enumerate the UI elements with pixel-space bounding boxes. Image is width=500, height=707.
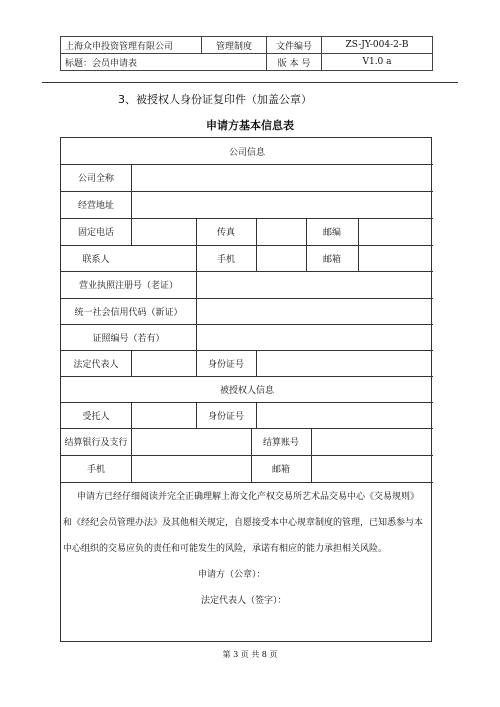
label-trustee-email: 邮箱	[271, 465, 290, 475]
label-trustee-id: 身份证号	[207, 412, 244, 422]
header-category: 管理制度	[202, 37, 267, 54]
label-cert-no: 证照编号（若有）	[92, 334, 165, 344]
label-credit-code: 统一社会信用代码（新证）	[74, 308, 183, 318]
label-email: 邮箱	[322, 255, 341, 265]
label-account: 结算账号	[262, 438, 299, 448]
label-trustee: 受托人	[82, 412, 110, 422]
row-divider	[61, 455, 433, 456]
authorized-info-heading: 被授权人信息	[219, 386, 274, 396]
col-divider	[311, 428, 312, 482]
row-divider	[61, 350, 433, 351]
declaration-line: 申请方已经仔细阅读并完全正确理解上海文化产权交易所艺术品交易中心《交易规则》	[77, 492, 420, 502]
label-fax: 传真	[216, 228, 235, 238]
col-divider	[131, 350, 132, 376]
label-mobile: 手机	[216, 255, 235, 265]
label-company-name: 公司全称	[77, 174, 114, 184]
applicant-info-form	[60, 137, 432, 642]
row-divider	[61, 376, 433, 377]
label-postcode: 邮编	[322, 228, 341, 238]
row-divider	[61, 245, 433, 246]
col-divider	[256, 350, 257, 376]
col-divider	[131, 402, 132, 428]
row-divider	[61, 428, 433, 429]
row-divider	[61, 191, 433, 192]
row-divider	[61, 218, 433, 219]
col-divider	[358, 218, 359, 272]
row-divider	[61, 271, 433, 272]
declaration	[61, 484, 433, 614]
label-phone: 固定电话	[77, 228, 114, 238]
col-divider	[131, 428, 132, 482]
declaration-line: 和《经纪会员管理办法》及其他相关规定，自愿接受本中心规章制度的管理，已知悉参与本	[63, 518, 424, 528]
row-divider	[61, 482, 433, 483]
header-doc-no: ZS-JY-004-2-B	[322, 37, 433, 54]
label-address: 经营地址	[77, 201, 114, 211]
header-doc-no-label: 文件编号	[267, 37, 322, 54]
label-bank: 结算银行及支行	[64, 438, 128, 448]
row-divider	[61, 324, 433, 325]
header-version: V1.0 a	[322, 54, 433, 71]
applicant-seal-label: 申请方（公章）：	[198, 570, 266, 580]
label-legal-rep-id: 身份证号	[207, 360, 244, 370]
col-divider	[256, 218, 257, 272]
col-divider	[196, 271, 197, 350]
row-divider	[61, 164, 433, 165]
label-license-no: 营业执照注册号（老证）	[78, 281, 178, 291]
legal-rep-signature-label: 法定代表人（签字）：	[201, 596, 287, 606]
label-trustee-mobile: 手机	[86, 465, 105, 475]
header-company: 上海众申投资管理有限公司	[61, 37, 202, 54]
declaration-line: 中心组织的交易应负的责任和可能发生的风险，承诺有相应的能力承担相关风险。	[63, 544, 388, 554]
header-divider	[42, 82, 458, 83]
section-line: 3、被授权人身份证复印件（加盖公章）	[118, 93, 312, 106]
label-contact: 联系人	[82, 255, 110, 265]
row-divider	[61, 298, 433, 299]
document-header	[60, 36, 433, 71]
header-version-label: 版 本 号	[267, 54, 322, 71]
row-divider	[61, 402, 433, 403]
header-title: 标题：会员申请表	[61, 54, 267, 71]
col-divider	[256, 402, 257, 428]
label-legal-rep: 法定代表人	[73, 360, 119, 370]
form-title: 申请方基本信息表	[206, 119, 294, 132]
page-number: 第 3 页 共 8 页	[222, 650, 278, 659]
company-info-heading: 公司信息	[228, 148, 265, 158]
col-divider	[131, 164, 132, 245]
